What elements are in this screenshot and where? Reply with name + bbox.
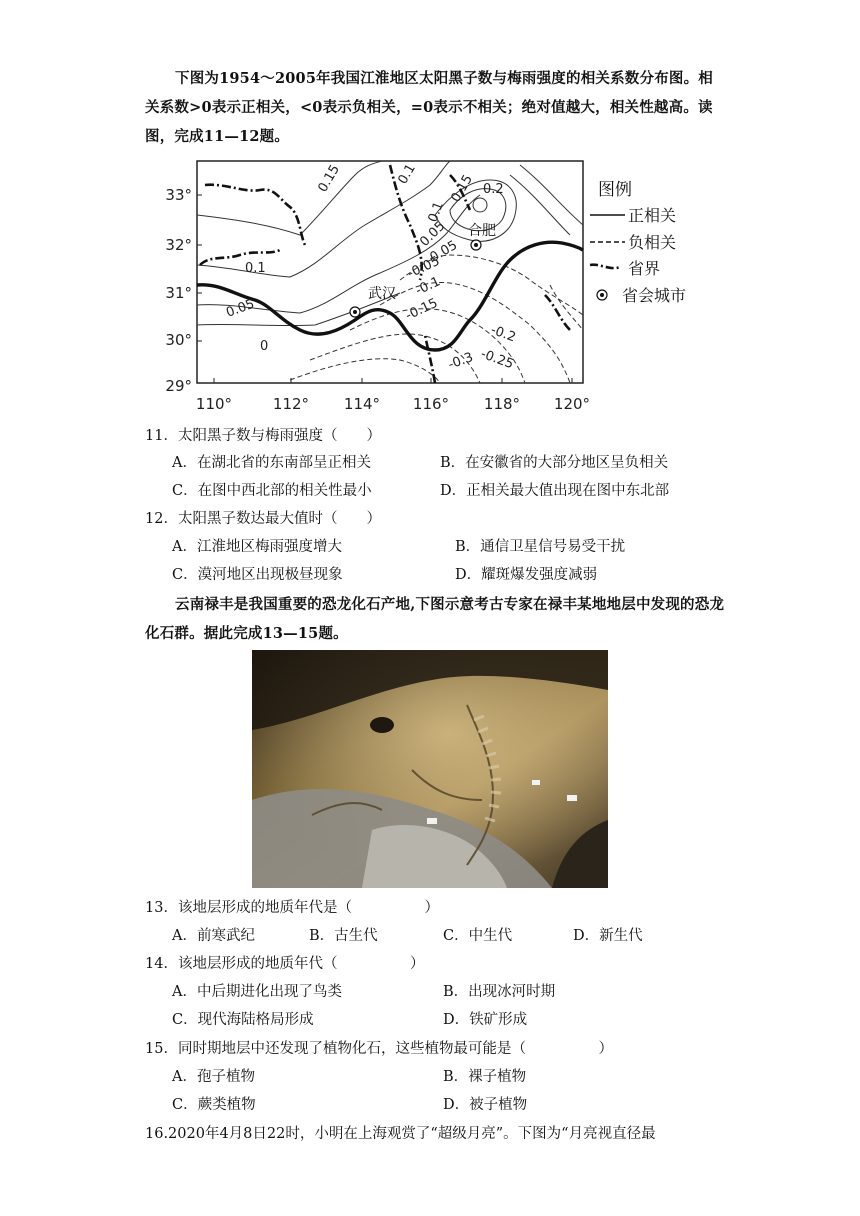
- lon-label: 112°: [272, 395, 310, 413]
- q14-option-d[interactable]: D．铁矿形成: [443, 1012, 528, 1028]
- contour-label: 0.05: [224, 296, 257, 321]
- q13-option-d[interactable]: D．新生代: [573, 928, 643, 944]
- q11-option-b[interactable]: B．在安徽省的大部分地区呈负相关: [440, 455, 669, 471]
- question-15-stem: 15．同时期地层中还发现了植物化石，这些植物最可能是（ ）: [145, 1041, 613, 1057]
- question-13-stem: 13．该地层形成的地质年代是（ ）: [145, 900, 439, 916]
- intro-paragraph-1: 下图为1954～2005年我国江淮地区太阳黑子数与梅雨强度的相关系数分布图。相关系数>0表示正相关，<0表示负相关，=0表示不相关；绝对值越大，相关性越高。读图，完成11—12题。: [145, 70, 714, 145]
- contour-label: 0.15: [448, 172, 476, 205]
- lon-label: 118°: [483, 395, 521, 413]
- contour-label: -0.05: [405, 253, 443, 282]
- lat-label: 32°: [165, 236, 192, 254]
- legend-title: 图例: [598, 180, 632, 200]
- correlation-map: [150, 155, 730, 420]
- lat-label: 33°: [165, 186, 192, 204]
- contour-label: -0.25: [478, 346, 516, 373]
- question-12-stem: 12．太阳黑子数达最大值时（ ）: [145, 511, 381, 527]
- lat-label: 30°: [165, 331, 192, 349]
- contour-label: 0.05: [417, 218, 449, 250]
- contour-label: 0.15: [315, 162, 343, 195]
- q12-option-b[interactable]: B．通信卫星信号易受干扰: [455, 539, 626, 555]
- q15-option-b[interactable]: B．裸子植物: [443, 1069, 527, 1085]
- q14-option-b[interactable]: B．出现冰河时期: [443, 984, 556, 1000]
- contour-label: 0.1: [425, 199, 447, 225]
- q11-option-d[interactable]: D．正相关最大值出现在图中东北部: [440, 483, 670, 499]
- q15-option-a[interactable]: A．孢子植物: [172, 1069, 255, 1085]
- lat-label: 31°: [165, 284, 192, 302]
- q11-option-c[interactable]: C．在图中西北部的相关性最小: [172, 483, 372, 499]
- q13-option-b[interactable]: B．古生代: [309, 928, 378, 944]
- question-11-stem: 11．太阳黑子数与梅雨强度（ ）: [145, 428, 381, 444]
- contour-label: -0.3: [446, 349, 476, 373]
- lon-label: 110°: [195, 395, 233, 413]
- lon-label: 116°: [412, 395, 450, 413]
- map-legend: [590, 180, 686, 305]
- contour-label: -0.1: [413, 274, 443, 299]
- q15-option-d[interactable]: D．被子植物: [443, 1097, 528, 1113]
- city-label-hefei: 合肥: [468, 223, 496, 239]
- contour-label: 0.1: [245, 261, 266, 276]
- contour-label: -0.2: [488, 322, 518, 346]
- q12-option-d[interactable]: D．耀斑爆发强度减弱: [455, 567, 598, 583]
- q11-option-a[interactable]: A．在湖北省的东南部呈正相关: [172, 455, 371, 471]
- legend-item-negative: 负相关: [628, 233, 677, 252]
- q13-option-c[interactable]: C．中生代: [443, 928, 513, 944]
- contour-label: 0: [260, 339, 269, 354]
- contour-label: -0.15: [403, 295, 441, 324]
- contour-label: 0.05: [427, 237, 461, 266]
- q14-option-a[interactable]: A．中后期进化出现了鸟类: [172, 984, 342, 1000]
- contour-label: 0.2: [483, 182, 504, 197]
- question-16-stem: 16.2020年4月8日22时，小明在上海观赏了“超级月亮”。下图为“月亮视直径最: [145, 1126, 656, 1142]
- q12-option-c[interactable]: C．漠河地区出现极昼现象: [172, 567, 343, 583]
- q14-option-c[interactable]: C．现代海陆格局形成: [172, 1012, 314, 1028]
- contour-label: 0.1: [395, 161, 419, 187]
- question-14-stem: 14．该地层形成的地质年代（ ）: [145, 956, 425, 972]
- dinosaur-fossil-photo: [252, 650, 608, 888]
- q13-option-a[interactable]: A．前寒武纪: [172, 928, 255, 944]
- q15-option-c[interactable]: C．蕨类植物: [172, 1097, 256, 1113]
- lat-label: 29°: [165, 377, 192, 395]
- city-label-wuhan: 武汉: [368, 286, 396, 302]
- intro-paragraph-2: 云南禄丰是我国重要的恐龙化石产地,下图示意考古专家在禄丰某地地层中发现的恐龙化石群。据此完成13—15题。: [145, 596, 725, 642]
- q12-option-a[interactable]: A．江淮地区梅雨强度增大: [172, 539, 342, 555]
- legend-item-boundary: 省界: [628, 259, 661, 278]
- lon-label: 120°: [553, 395, 591, 413]
- lon-label: 114°: [343, 395, 381, 413]
- legend-item-capital: 省会城市: [622, 286, 687, 305]
- legend-item-positive: 正相关: [628, 206, 677, 225]
